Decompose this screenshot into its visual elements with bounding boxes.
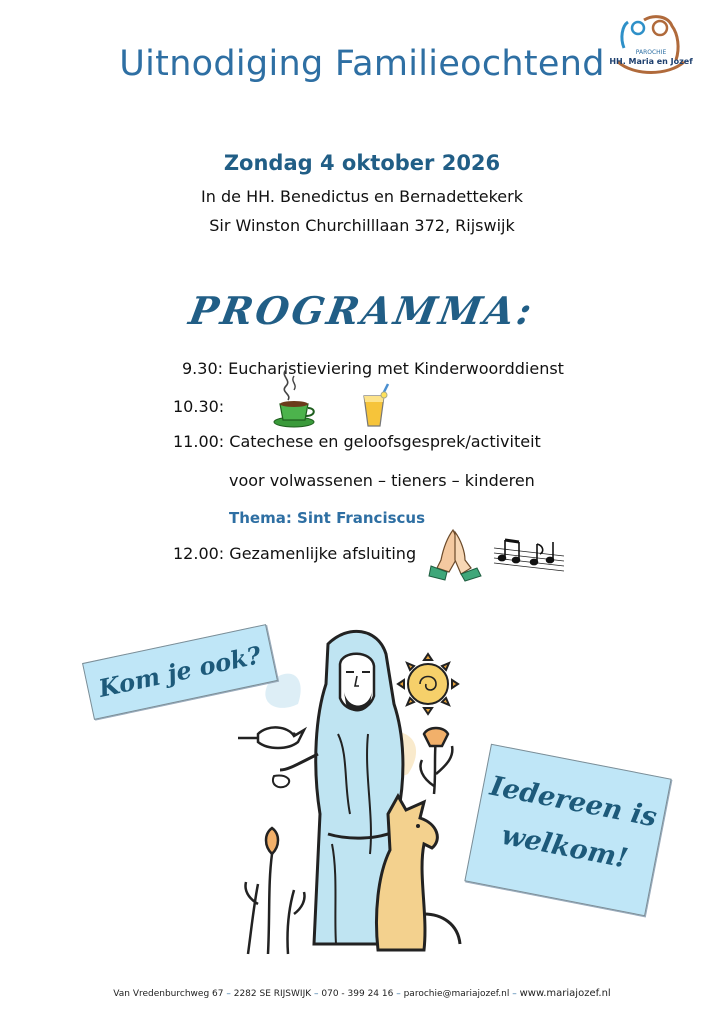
- coffee-cup-icon: [272, 366, 318, 430]
- event-date: Zondag 4 oktober 2026: [223, 151, 501, 175]
- program-item-1200: 12.00: Gezamenlijke afsluiting: [173, 544, 417, 563]
- praying-hands-icon: [427, 528, 483, 582]
- bird-icon: [238, 727, 304, 748]
- page-title: Uitnodiging Familieochtend: [119, 44, 605, 84]
- location-address: Sir Winston Churchilllaan 372, Rijswijk: [209, 216, 515, 235]
- note2-line1: Iedereen is: [487, 770, 660, 834]
- footer-email[interactable]: parochie@mariajozef.nl: [403, 989, 510, 999]
- parish-logo: [609, 14, 693, 80]
- program-item-1100: 11.00: Catechese en geloofsgesprek/activiteit: [173, 432, 541, 451]
- footer-address: Van Vredenburchweg 67: [113, 989, 224, 999]
- location-church: In de HH. Benedictus en Bernadettekerk: [201, 187, 523, 206]
- note-kom-je-ook: Kom je ook?: [82, 624, 278, 720]
- note-iedereen-welkom: [464, 744, 671, 917]
- plant-left-icon: [246, 828, 305, 954]
- svg-text:PAROCHIE: PAROCHIE: [635, 49, 667, 56]
- plant-right-icon: [421, 728, 453, 794]
- footer-city: 2282 SE RIJSWIJK: [233, 989, 312, 999]
- program-item-audience: voor volwassenen – tieners – kinderen: [229, 471, 535, 490]
- program-item-930: 9.30: Eucharistieviering met Kinderwoorddienst: [182, 359, 564, 378]
- svg-text:HH. Maria en Jozef: HH. Maria en Jozef: [609, 57, 693, 66]
- sun-icon: [398, 654, 458, 714]
- note2-line2: welkom!: [498, 819, 631, 875]
- wolf-icon: [377, 796, 461, 950]
- footer-phone: 070 - 399 24 16: [321, 989, 394, 999]
- program-item-1030: 10.30:: [173, 397, 225, 416]
- footer-website[interactable]: www.mariajozef.nl: [519, 988, 611, 999]
- programma-heading: PROGRAMMA:: [185, 288, 539, 333]
- music-notes-icon: [494, 534, 564, 574]
- juice-glass-icon: [356, 382, 394, 430]
- footer: Van Vredenburchweg 67 – 2282 SE RIJSWIJK – 070 - 399 24 16 – parochie@mariajozef.nl – www.mariajozef.nl: [113, 988, 611, 999]
- program-theme: Thema: Sint Franciscus: [229, 509, 426, 527]
